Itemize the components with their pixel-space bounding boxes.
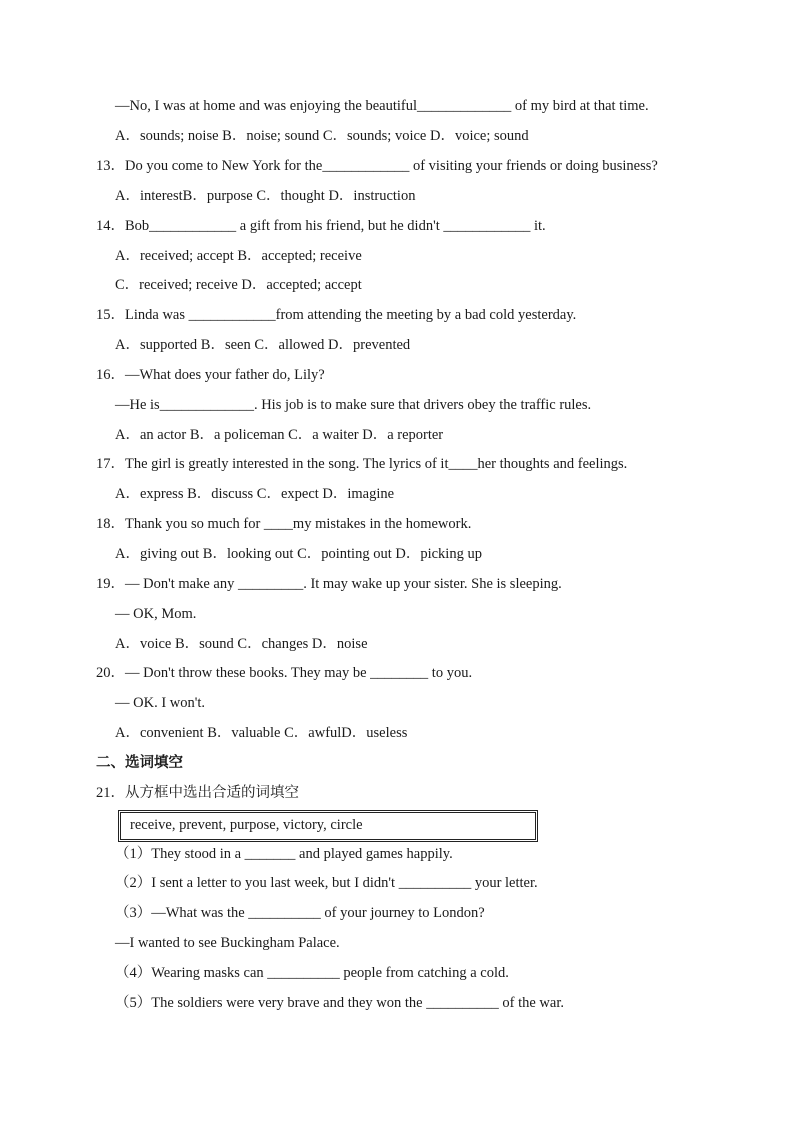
answer-options: C．received; receive D．accepted; accept [115,277,362,293]
answer-options: A．received; accept B．accepted; receive [115,248,362,264]
fill-in-item: （1）They stood in a _______ and played games happily. [115,846,453,862]
question-line: 15．Linda was ____________from attending the meeting by a bad cold yesterday. [96,307,577,323]
question-line: —No, I was at home and was enjoying the beautiful_____________ of my bird at that time. [115,98,649,114]
fill-in-item: （5）The soldiers were very brave and they won the __________ of the war. [115,995,564,1011]
answer-options: A．sounds; noise B．noise; sound C．sounds; voice D．voice; sound [115,128,529,144]
word-box [118,810,538,842]
answer-options: A．an actor B．a policeman C．a waiter D．a reporter [115,427,444,443]
fill-in-item: （4）Wearing masks can __________ people from catching a cold. [115,965,509,981]
question-line: 14．Bob____________ a gift from his friend, but he didn't ____________ it. [96,218,546,234]
fill-in-item: （3）—What was the __________ of your journey to London? [115,905,485,921]
question-line: —He is_____________. His job is to make sure that drivers obey the traffic rules. [115,397,592,413]
question-line: — OK. I won't. [115,695,206,711]
question-line: 21．从方框中选出合适的词填空 [96,785,299,801]
answer-options: A．giving out B．looking out C．pointing out D．picking up [115,546,482,562]
fill-in-item: （2）I sent a letter to you last week, but I didn't __________ your letter. [115,875,538,891]
question-line: 19．— Don't make any _________. It may wake up your sister. She is sleeping. [96,576,562,592]
fill-in-item: —I wanted to see Buckingham Palace. [115,935,340,951]
answer-options: A．supported B．seen C．allowed D．prevented [115,337,411,353]
question-line: 13．Do you come to New York for the____________ of visiting your friends or doing business? [96,158,658,174]
question-line: 16．—What does your father do, Lily? [96,367,325,383]
word-box-text: receive, prevent, purpose, victory, circle [130,817,363,833]
question-line: — OK, Mom. [115,606,197,622]
answer-options: A．express B．discuss C．expect D．imagine [115,486,395,502]
section-heading: 二、选词填空 [96,755,183,771]
answer-options: A．voice B．sound C．changes D．noise [115,636,368,652]
question-line: 20．— Don't throw these books. They may be ________ to you. [96,665,473,681]
question-line: 17．The girl is greatly interested in the song. The lyrics of it____her thoughts and feelings. [96,456,628,472]
question-line: 18．Thank you so much for ____my mistakes in the homework. [96,516,472,532]
answer-options: A．interestB．purpose C．thought D．instruction [115,188,416,204]
answer-options: A．convenient B．valuable C．awfulD．useless [115,725,408,741]
